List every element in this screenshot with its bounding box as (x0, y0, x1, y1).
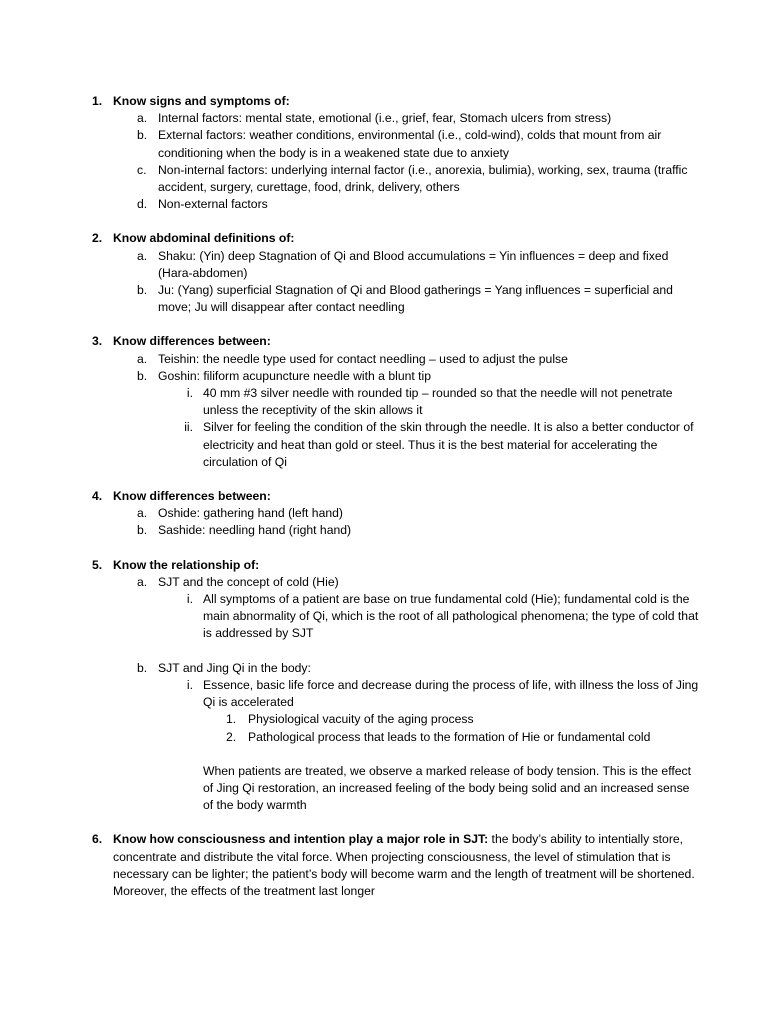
section-4-heading (0, 488, 768, 505)
item-marker: a. (137, 574, 148, 589)
section-title: Know the relationship of: (113, 557, 260, 572)
section-5-heading (0, 557, 768, 574)
sub-item-text: Essence, basic life force and decrease during the process of life, with illness the loss of Jing Qi is accelerated (203, 677, 699, 710)
item-marker: b. (137, 660, 148, 675)
item-text: Shaku: (Yin) deep Stagnation of Qi and Blood accumulations = Yin influences = deep and fixed (Hara-abdomen) (158, 248, 669, 280)
nested-list-item (0, 711, 768, 728)
item-marker: c. (137, 162, 147, 177)
section-1-heading (0, 93, 768, 110)
list-item (0, 660, 768, 677)
item-marker: a. (137, 506, 148, 521)
list-item (0, 110, 768, 127)
item-marker: b. (137, 283, 148, 298)
sub-item-text: All symptoms of a patient are base on true fundamental cold (Hie); fundamental cold is the main abnormality of Qi, which is the root of all pathological phenomena; the type of cold that is addressed by SJT (203, 592, 699, 641)
item-text: Non-internal factors: underlying internal factor (i.e., anorexia, bulimia), working, sex, trauma (traffic accident, surgery, curettage, food, drink, delivery, others (158, 162, 688, 195)
item-text: SJT and Jing Qi in the body: (158, 660, 311, 675)
item-marker: a. (137, 351, 148, 366)
item-marker: b. (137, 128, 148, 143)
section-number: 4. (92, 489, 103, 504)
section-6-paragraph (0, 831, 768, 900)
item-text: External factors: weather conditions, environmental (i.e., cold-wind), colds that mount from air conditioning when the body is in a weakened state due to anxiety (158, 128, 662, 160)
list-item (0, 574, 768, 591)
spacer (0, 746, 768, 763)
section-6-text (113, 831, 703, 900)
item-text: Teishin: the needle type used for contact needling – used to adjust the pulse (158, 351, 568, 366)
list-item (0, 505, 768, 522)
section-3-heading (0, 333, 768, 350)
item-marker: a. (137, 248, 148, 263)
item-marker: d. (137, 197, 148, 212)
section-2 (0, 230, 768, 316)
sub-item-marker: i. (186, 677, 193, 692)
section-4 (0, 488, 768, 540)
item-text: Ju: (Yang) superficial Stagnation of Qi and Blood gatherings = Yang influences = superficial and move; Ju will disappear after contact needling (158, 283, 673, 315)
sub-item-text: Silver for feeling the condition of the skin through the needle. It is also a better conductor of electricity and heat than gold or steel. Thus it is the best material for accelerating the circulation of Qi (203, 420, 694, 469)
list-item (0, 282, 768, 316)
section-title: Know how consciousness and intention play a major role in SJT: (113, 832, 489, 847)
item-marker: b. (137, 368, 148, 383)
spacer (0, 643, 768, 660)
list-item (0, 368, 768, 385)
item-marker: a. (137, 111, 148, 126)
section-5 (0, 557, 768, 815)
sub-item-text: 40 mm #3 silver needle with rounded tip – rounded so that the needle will not penetrate unless the receptivity of the skin allows it (203, 386, 673, 418)
section-6 (0, 831, 768, 900)
section-title: Know differences between: (113, 334, 271, 349)
list-item (0, 196, 768, 213)
list-item (0, 351, 768, 368)
item-text: Sashide: needling hand (right hand) (158, 523, 352, 538)
item-marker: b. (137, 523, 148, 538)
list-item (0, 248, 768, 282)
section-3 (0, 333, 768, 471)
item-text: Internal factors: mental state, emotional (i.e., grief, fear, Stomach ulcers from stress) (158, 111, 612, 126)
paragraph (0, 763, 768, 815)
item-text: Non-external factors (158, 197, 268, 212)
section-title: Know differences between: (113, 489, 271, 504)
section-number: 6. (92, 832, 103, 847)
section-number: 2. (92, 231, 103, 246)
section-title: Know abdominal definitions of: (113, 231, 295, 246)
sub-item-marker: i. (186, 592, 193, 607)
sub-list-item (0, 419, 768, 471)
sub-list-item (0, 677, 768, 711)
section-number: 5. (92, 557, 103, 572)
list-item (0, 522, 768, 539)
paragraph-text: When patients are treated, we observe a marked release of body tension. This is the effect of Jing Qi restoration, an increased feeling of the body being solid and an increased sense of the body warmth (203, 763, 691, 813)
sub-item-marker: i. (186, 386, 193, 401)
list-item (0, 162, 768, 196)
item-text: Goshin: filiform acupuncture needle with a blunt tip (158, 368, 432, 383)
list-item (0, 127, 768, 161)
nested-item-text: Physiological vacuity of the aging process (248, 712, 474, 727)
section-1 (0, 93, 768, 213)
item-text: SJT and the concept of cold (Hie) (158, 574, 339, 589)
section-number: 3. (92, 334, 103, 349)
section-number: 1. (92, 94, 103, 108)
sub-item-marker: ii. (184, 420, 193, 435)
section-body: the body’s ability to intentially store, concentrate and distribute the vital force. When projecting consciousness, the level of stimulation that is necessary can be lighter; the patient’s body will become warm and the length of treatment will be shortened. Moreover, the effects of the treatment last longer (113, 832, 695, 898)
section-2-heading (0, 230, 768, 247)
sub-list-item (0, 591, 768, 643)
item-text: Oshide: gathering hand (left hand) (158, 506, 343, 521)
nested-item-text: Pathological process that leads to the formation of Hie or fundamental cold (248, 729, 651, 744)
nested-item-marker: 2. (226, 729, 237, 744)
nested-item-marker: 1. (226, 712, 237, 727)
nested-list-item (0, 729, 768, 746)
study-outline (0, 93, 768, 917)
section-title: Know signs and symptoms of: (113, 94, 290, 108)
sub-list-item (0, 385, 768, 419)
